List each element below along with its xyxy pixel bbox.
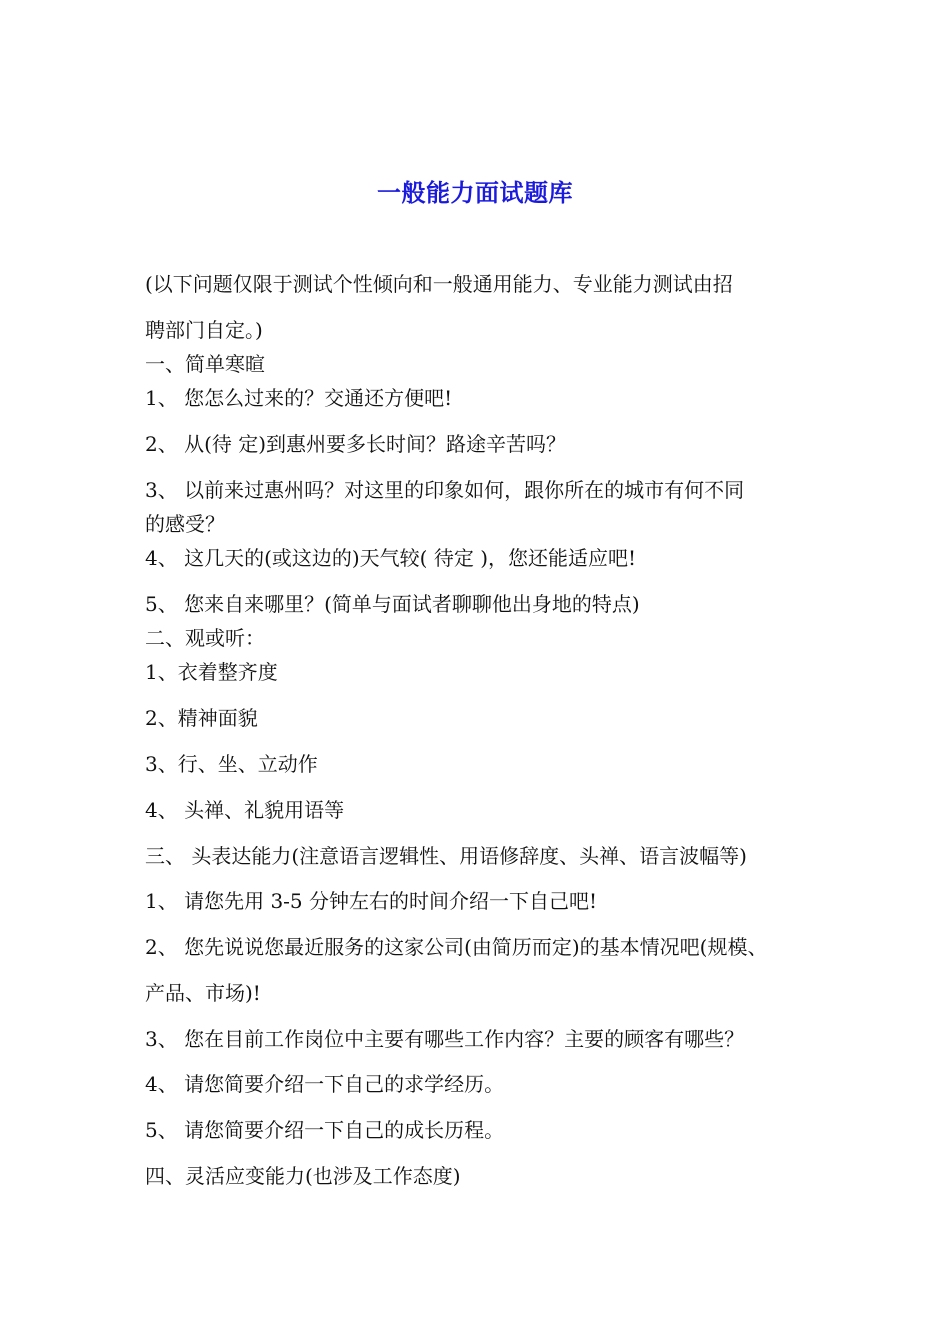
list-item-continuation: 的感受？ (145, 512, 225, 536)
section-heading-2: 二、观或听： (145, 626, 265, 650)
list-item: 5、 请您简要介绍一下自己的成长历程。 (145, 1118, 505, 1142)
document-title: 一般能力面试题库 (377, 178, 573, 207)
section-heading-4: 四、灵活应变能力(也涉及工作态度) (145, 1164, 461, 1188)
list-item: 2、精神面貌 (145, 706, 258, 730)
list-item: 3、行、坐、立动作 (145, 752, 318, 776)
section-heading-1: 一、简单寒暄 (145, 352, 265, 376)
list-item: 1、衣着整齐度 (145, 660, 278, 684)
list-item: 1、 您怎么过来的？交通还方便吧! (145, 386, 453, 410)
intro-line-2: 聘部门自定。) (145, 318, 263, 342)
list-item: 4、 请您简要介绍一下自己的求学经历。 (145, 1072, 505, 1096)
list-item: 1、 请您先用 3-5 分钟左右的时间介绍一下自己吧! (145, 889, 598, 913)
list-item: 2、 您先说说您最近服务的这家公司(由简历而定)的基本情况吧(规模、 (145, 935, 768, 959)
intro-line-1: (以下问题仅限于测试个性倾向和一般通用能力、专业能力测试由招 (145, 272, 733, 296)
list-item: 4、 这几天的(或这边的)天气较( 待定 )，您还能适应吧! (145, 546, 637, 570)
list-item: 5、 您来自来哪里？(简单与面试者聊聊他出身地的特点) (145, 592, 640, 616)
list-item: 3、 您在目前工作岗位中主要有哪些工作内容？主要的顾客有哪些？ (145, 1027, 745, 1051)
section-heading-3: 三、 头表达能力(注意语言逻辑性、用语修辞度、头禅、语言波幅等) (145, 844, 747, 868)
list-item: 3、 以前来过惠州吗？对这里的印象如何，跟你所在的城市有何不同 (145, 478, 745, 502)
list-item-continuation: 产品、市场)! (145, 981, 261, 1005)
list-item: 2、 从(待 定)到惠州要多长时间？路途辛苦吗？ (145, 432, 567, 456)
list-item: 4、 头禅、礼貌用语等 (145, 798, 345, 822)
